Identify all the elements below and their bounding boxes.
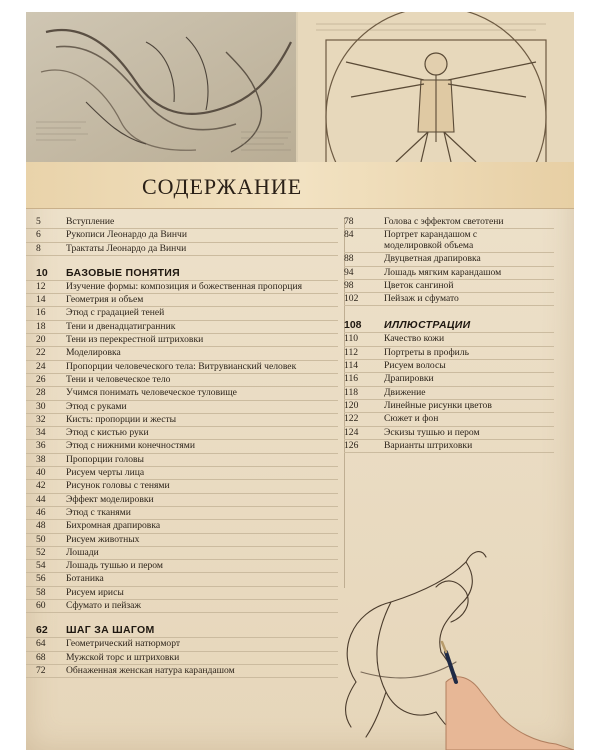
section-heading-illustrations[interactable]: 108 ИЛЛЮСТРАЦИИ	[344, 318, 554, 333]
toc-entry[interactable]: 72 Обнаженная женская натура карандашом	[26, 665, 338, 678]
toc-entry[interactable]: 20 Тени из перекрестной штриховки	[26, 334, 338, 347]
toc-entry[interactable]: 18 Тени и двенадцатигранник	[26, 321, 338, 334]
toc-entry[interactable]: 34 Этюд с кистью руки	[26, 427, 338, 440]
toc-entry[interactable]: 12 Изучение формы: композиция и божественная пропорция	[26, 281, 338, 294]
toc-entry[interactable]: 118 Движение	[344, 387, 554, 400]
section-heading-basic[interactable]: 10 БАЗОВЫЕ ПОНЯТИЯ	[26, 266, 338, 281]
section-heading-steps[interactable]: 62 ШАГ ЗА ШАГОМ	[26, 623, 338, 638]
toc-entry[interactable]: 5 Вступление	[26, 216, 338, 229]
toc-entry[interactable]: 64 Геометрический натюрморт	[26, 638, 338, 651]
toc-entry[interactable]: 88 Двуцветная драпировка	[344, 253, 554, 266]
toc-entry[interactable]: 38 Пропорции головы	[26, 454, 338, 467]
toc-entry[interactable]: 54 Лошадь тушью и пером	[26, 560, 338, 573]
toc-entry[interactable]: 40 Рисуем черты лица	[26, 467, 338, 480]
toc-entry[interactable]: 58 Рисуем ирисы	[26, 587, 338, 600]
toc-entry[interactable]: 28 Учимся понимать человеческое туловище	[26, 387, 338, 400]
toc-entry[interactable]: 98 Цветок сангиной	[344, 280, 554, 293]
toc-entry[interactable]: 102 Пейзаж и сфумато	[344, 293, 554, 306]
toc-entry[interactable]: 42 Рисунок головы с тенями	[26, 480, 338, 493]
toc-entry[interactable]: 14 Геометрия и объем	[26, 294, 338, 307]
toc-right-column	[344, 216, 554, 453]
toc-entry[interactable]: 48 Бихромная драпировка	[26, 520, 338, 533]
toc-entry[interactable]: 120 Линейные рисунки цветов	[344, 400, 554, 413]
toc-entry[interactable]: 126 Варианты штриховки	[344, 440, 554, 453]
toc-entry[interactable]: 112 Портреты в профиль	[344, 347, 554, 360]
toc-entry[interactable]: 30 Этюд с руками	[26, 401, 338, 414]
toc-entry[interactable]: 94 Лошадь мягким карандашом	[344, 267, 554, 280]
toc-entry[interactable]: 22 Моделировка	[26, 347, 338, 360]
header-illustration	[26, 12, 574, 162]
toc-entry[interactable]: 24 Пропорции человеческого тела: Витрувианский человек	[26, 361, 338, 374]
leonardo-sketches-image	[26, 12, 574, 162]
toc-entry[interactable]: 84 Портрет карандашом с моделировкой объема	[344, 229, 554, 253]
contents-header	[26, 162, 574, 209]
page-title: СОДЕРЖАНИЕ	[142, 174, 303, 199]
toc-entry[interactable]: 124 Эскизы тушью и пером	[344, 427, 554, 440]
toc-entry[interactable]: 6 Рукописи Леонардо да Винчи	[26, 229, 338, 242]
horse-sketch-image	[296, 532, 574, 750]
toc-entry[interactable]: 56 Ботаника	[26, 573, 338, 586]
toc-entry[interactable]: 44 Эффект моделировки	[26, 494, 338, 507]
toc-entry[interactable]: 60 Сфумато и пейзаж	[26, 600, 338, 613]
toc-entry[interactable]: 110 Качество кожи	[344, 333, 554, 346]
toc-entry[interactable]: 50 Рисуем животных	[26, 534, 338, 547]
toc-entry[interactable]: 78 Голова с эффектом светотени	[344, 216, 554, 229]
book-page	[26, 12, 574, 750]
toc-entry[interactable]: 32 Кисть: пропорции и жесты	[26, 414, 338, 427]
toc-entry[interactable]: 36 Этюд с нижними конечностями	[26, 440, 338, 453]
toc-entry[interactable]: 26 Тени и человеческое тело	[26, 374, 338, 387]
toc-entry[interactable]: 116 Драпировки	[344, 373, 554, 386]
toc-entry[interactable]: 122 Сюжет и фон	[344, 413, 554, 426]
toc-entry[interactable]: 16 Этюд с градацией теней	[26, 307, 338, 320]
toc-entry[interactable]: 114 Рисуем волосы	[344, 360, 554, 373]
toc-entry[interactable]: 8 Трактаты Леонардо да Винчи	[26, 243, 338, 256]
toc-entry[interactable]: 46 Этюд с тканями	[26, 507, 338, 520]
toc-left-column	[26, 216, 338, 678]
toc-entry[interactable]: 52 Лошади	[26, 547, 338, 560]
toc-entry[interactable]: 68 Мужской торс и штриховки	[26, 652, 338, 665]
